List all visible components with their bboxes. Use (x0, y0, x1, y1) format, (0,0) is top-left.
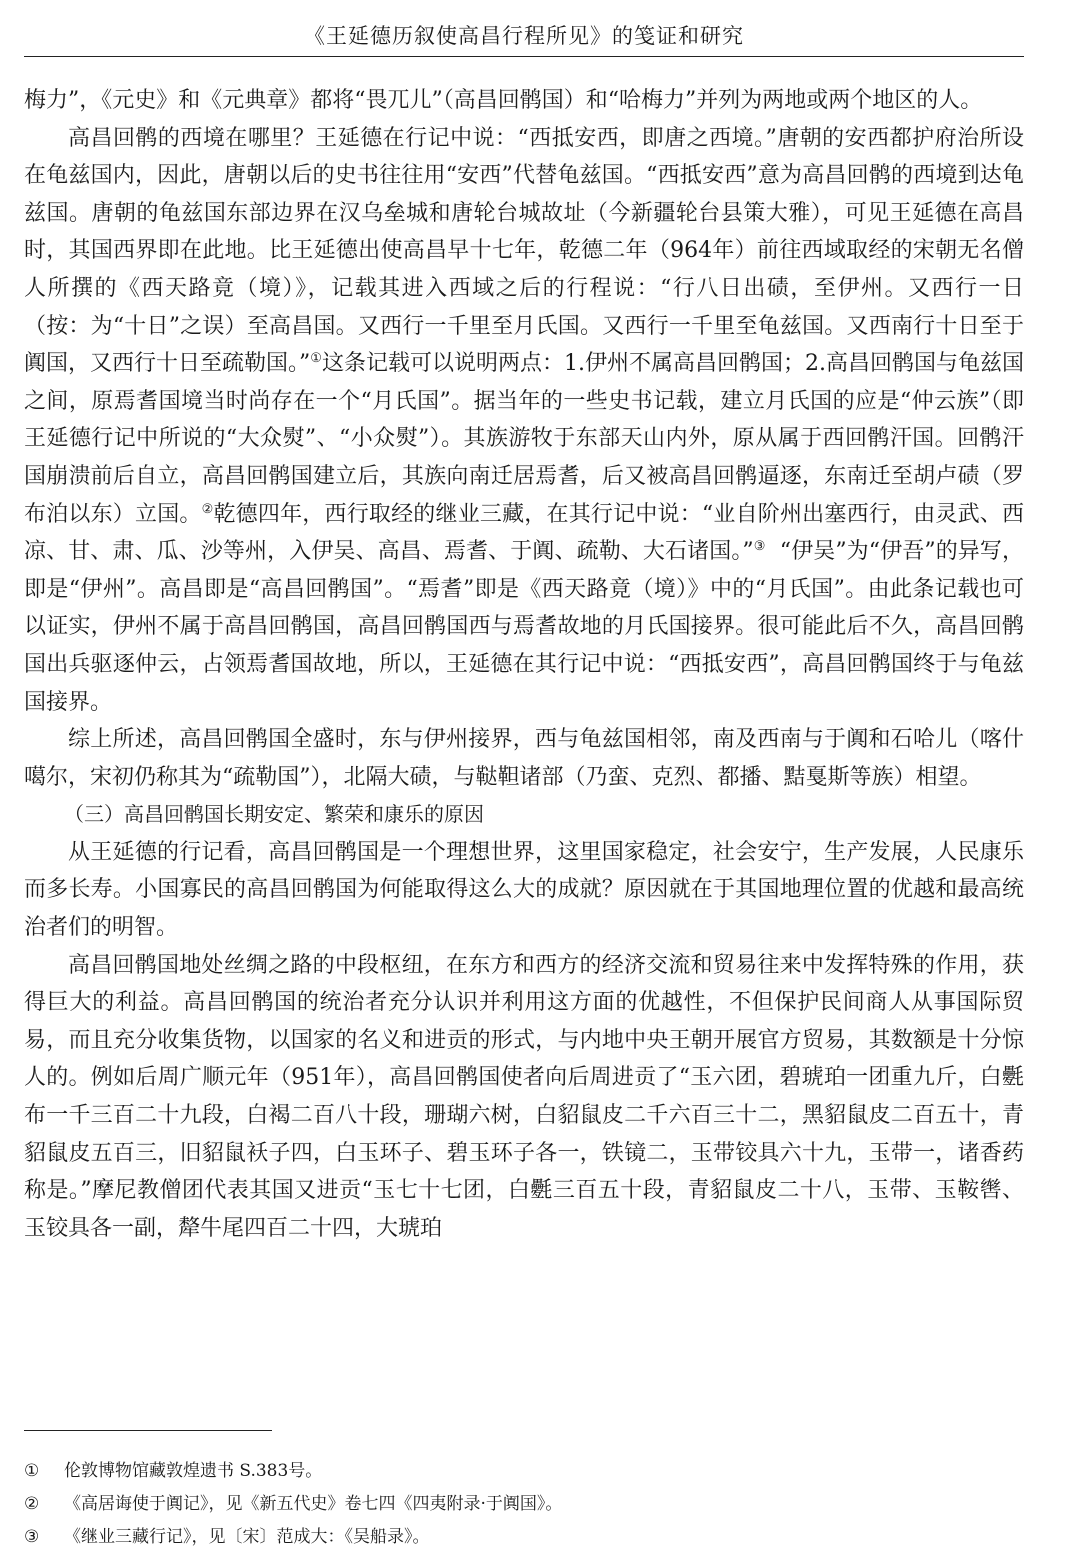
paragraph: 从王延德的行记看，高昌回鹘国是一个理想世界，这里国家稳定，社会安宁，生产发展，人民康乐而多长寿。小国寡民的高昌回鹘国为何能取得这么大的成就？原因就在于其国地理位置的优越和最高统治者们的明智。 (24, 839, 1024, 941)
body-text (24, 82, 1024, 1247)
footnote-ref: ① (310, 351, 322, 367)
footnote (24, 1521, 1024, 1554)
footnote-text: 《继业三藏行记》，见〔宋〕范成大：《吴船录》。 (64, 1527, 430, 1547)
paragraph-text: 高昌回鹘的西境在哪里？王延德在行记中说：“西抵安西，即唐之西境。”唐朝的安西都护府治所设在龟兹国内，因此，唐朝以后的史书往往用“安西”代替龟兹国。“西抵安西”意为高昌回鹘的西境到达龟兹国。唐朝的龟兹国东部边界在汉乌垒城和唐轮台城故址（今新疆轮台县策大雅），可见王延德在高昌时，其国西界即在此地。比王延德出使高昌早十七年，乾德二年（964年）前往西域取经的宋朝无名僧人所撰的《西天路竟（境）》，记载其进入西域之后的行程说：“行八日出碛，至伊州。又西行一日（按：为“十日”之误）至高昌国。又西行一千里至月氏国。又西行一千里至龟兹国。又西南行十日至于阗国，又西行十日至疏勒国。” (24, 125, 1024, 377)
paragraph-text: 这条记载可以说明两点：1.伊州不属高昌回鹘国；2.高昌回鹘国与龟兹国之间，原焉耆国境当时尚存在一个“月氏国”。据当年的一些史书记载，建立月氏国的应是“仲云族”（即王延德行记中所说的“大众熨”、“小众熨”）。其族游牧于东部天山内外，原从属于西回鹘汗国。回鹘汗国崩溃前后自立，高昌回鹘国建立后，其族向南迁居焉耆，后又被高昌回鹘逼逐，东南迁至胡卢碛（罗布泊以东）立国。 (24, 351, 1025, 527)
footnote-rule (24, 1430, 272, 1431)
paragraph: 高昌回鹘国地处丝绸之路的中段枢纽，在东方和西方的经济交流和贸易往来中发挥特殊的作用，获得巨大的利益。高昌回鹘国的统治者充分认识并利用这方面的优越性，不但保护民间商人从事国际贸易，而且充分收集货物，以国家的名义和进贡的形式，与内地中央王朝开展官方贸易，其数额是十分惊人的。例如后周广顺元年（951年），高昌回鹘国使者向后周进贡了“玉六团，碧琥珀一团重九斤，白氎布一千三百二十九段，白褐二百八十段，珊瑚六树，白貂鼠皮二千六百三十二，黑貂鼠皮二百五十，青貂鼠皮五百三，旧貂鼠袄子四，白玉环子、碧玉环子各一，铁镜二，玉带铰具六十九，玉带一，诸香药称是。”摩尼教僧团代表其国又进贡“玉七十七团，白氎三百五十段，青貂鼠皮二十八，玉带、玉鞍辔、玉铰具各一副，犛牛尾四百二十四，大琥珀 (24, 952, 1024, 1241)
footnote-ref: ② (201, 501, 214, 517)
paragraph-text: “伊吴”为“伊吾”的异写，即是“伊州”。高昌即是“高昌回鹘国”。“焉耆”即是《西天路竟（境）》中的“月氏国”。由此条记载也可以证实，伊州不属于高昌回鹘国，高昌回鹘国西与焉耆故地的月氏国接界。很可能此后不久，高昌回鹘国出兵驱逐仲云，占领焉耆国故地，所以，王延德在其行记中说：“西抵安西”，高昌回鹘国终于与龟兹国接界。 (24, 539, 1025, 715)
paragraph (24, 120, 1024, 722)
footnote (24, 1488, 1024, 1521)
footnote-ref: ③ (753, 539, 766, 555)
running-header: 《王延德历叙使高昌行程所见》的笺证和研究 (304, 24, 744, 48)
paragraph: 梅力”，《元史》和《元典章》都将“畏兀儿”（高昌回鹘国）和“哈梅力”并列为两地或两个地区的人。 (24, 88, 983, 113)
footnote-mark: ③ (24, 1527, 40, 1547)
paragraph: 综上所述，高昌回鹘国全盛时，东与伊州接界，西与龟兹国相邻，南及西南与于阗和石哈儿（喀什噶尔，宋初仍称其为“疏勒国”），北隔大碛，与鞑靼诸部（乃蛮、克烈、都播、黠戛斯等族）相望。 (24, 727, 1024, 790)
footnote-text: 伦敦博物馆藏敦煌遗书 S.383号。 (64, 1461, 323, 1481)
footnote-mark: ① (24, 1461, 40, 1481)
paragraph-text: 乾德四年，西行取经的继业三藏，在其行记中说：“业自阶州出塞西行，由灵武、西凉、甘、肃、瓜、沙等州，入伊吴、高昌、焉耆、于阗、疏勒、大石诸国。” (24, 501, 1024, 565)
footnote-mark: ② (24, 1494, 40, 1514)
footnotes (24, 1455, 1024, 1554)
footnote (24, 1455, 1024, 1488)
footnote-text: 《高居诲使于阗记》，见《新五代史》卷七四《四夷附录·于阗国》。 (64, 1494, 563, 1514)
header-rule (24, 56, 1024, 57)
section-heading: （三）高昌回鹘国长期安定、繁荣和康乐的原因 (64, 802, 484, 827)
